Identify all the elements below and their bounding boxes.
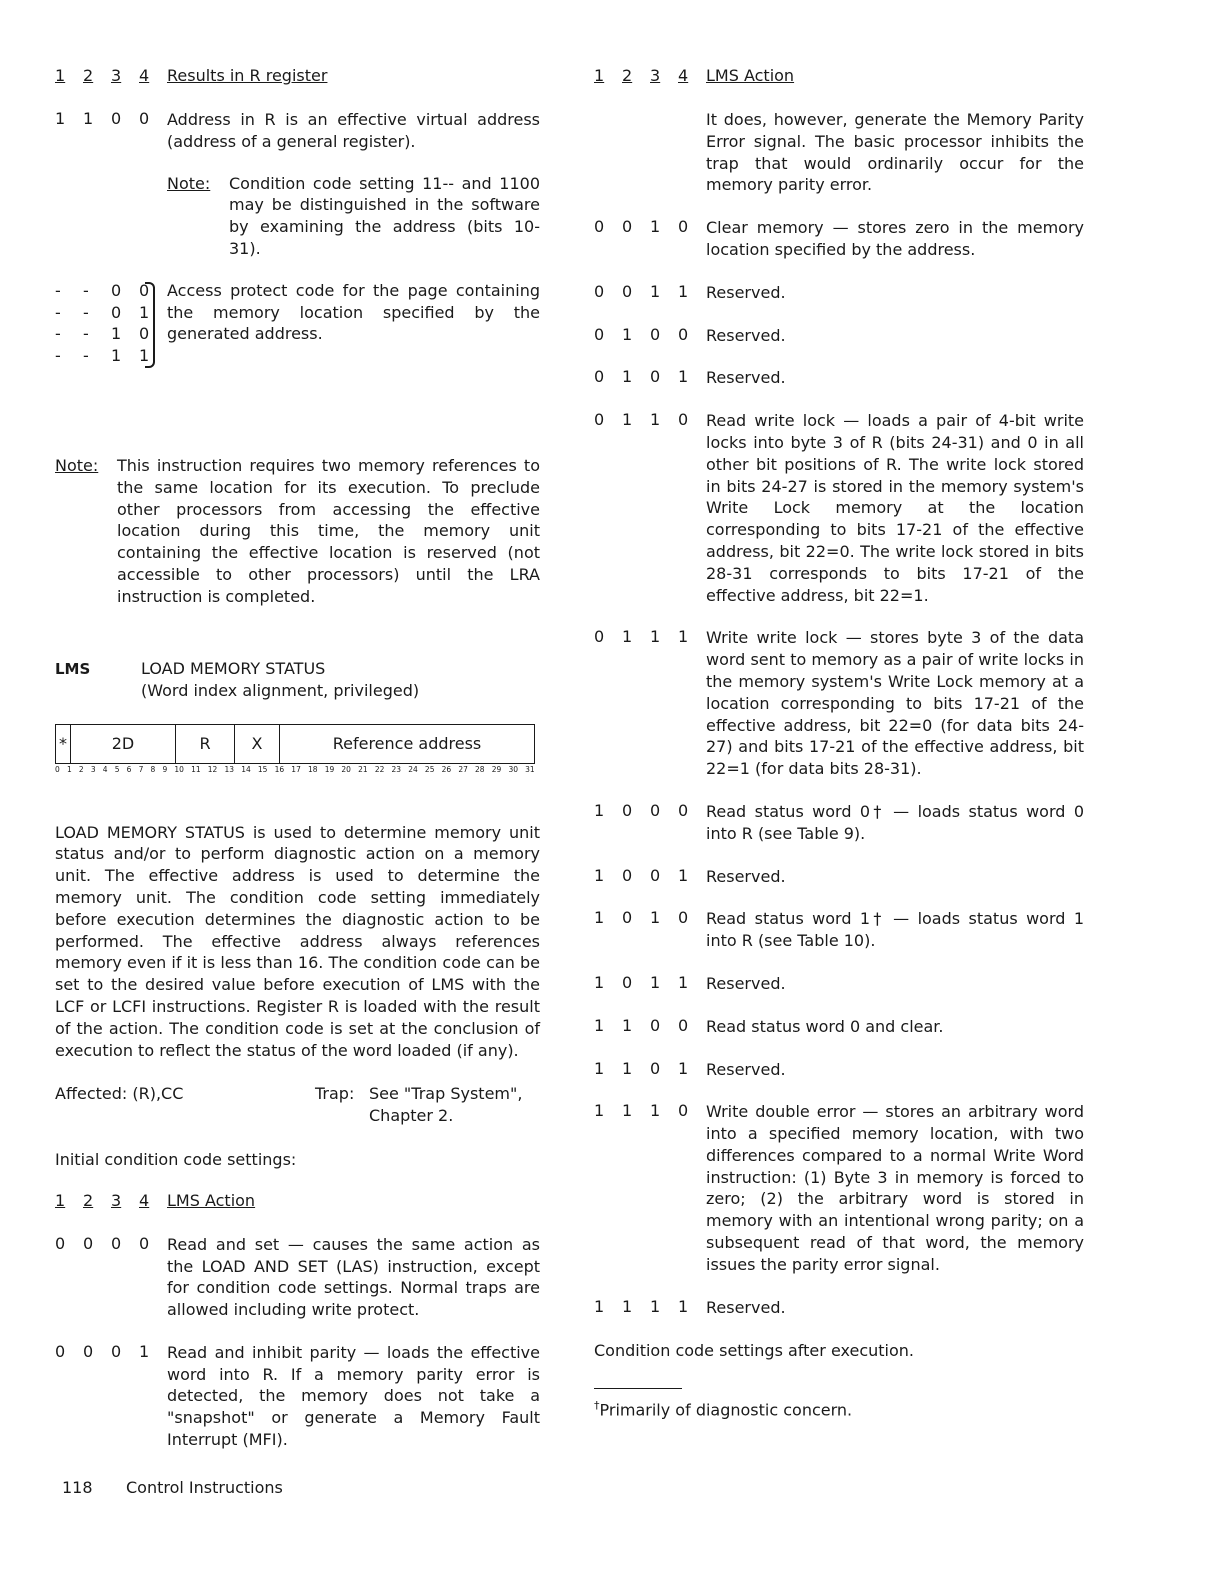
brace	[145, 282, 155, 368]
footnote: †Primarily of diagnostic concern.	[594, 1399, 853, 1420]
lms-row: 1 1 1 1 Reserved.	[594, 1296, 786, 1317]
protect-code-block	[55, 280, 540, 367]
bit-ticks: 0 1 2 3 4 5 6 7 8 9 10 11 12 13 14 15 16 17 18 19 20 21 22 23 24 25 26 27 28 29 30 31	[55, 764, 535, 774]
continuation: It does, however, generate the Memory Parity Error signal. The basic processor inhibits the trap that would ordinarily occur for the memory parity error.	[706, 110, 1084, 195]
lms-row: 1 0 0 1 Reserved.	[594, 865, 786, 886]
lms-row: 0 1 1 0 Read write lock — loads a pair of 4-bit write locks into byte 3 of R (bits 24-31) and 0 in all other bit positions of R. The write lock stored in bits 24-27 is stored in the memory system's Write Lock memory at the location corresponding to bits 17-21 of the effective address, bit 22=0. The write lock stored in bits 28-31 corresponds to bits 17-21 of the effective address, bit 22=1.	[594, 410, 1084, 605]
initial-cc-label: Initial condition code settings:	[55, 1149, 297, 1169]
lms-row: 1 1 0 1 Reserved.	[594, 1058, 786, 1079]
page-footer	[62, 1478, 283, 1497]
protect-text: Access protect code for the page containing the memory location specified by the generated address.	[167, 280, 540, 344]
lms-row: 0 0 1 0 Clear memory — stores zero in the memory location specified by the address.	[594, 217, 1084, 259]
instruction-sub: (Word index alignment, privileged)	[141, 680, 420, 700]
inline-note: Note: Condition code setting 11-- and 1100 may be distinguished in the software by examining the address (bits 10-31).	[167, 173, 540, 258]
header-bits: 1 2 3 4	[55, 66, 150, 85]
cc-after: Condition code settings after execution.	[594, 1341, 914, 1361]
lms-row: 1 0 1 1 Reserved.	[594, 972, 786, 993]
page-number: 118	[62, 1478, 93, 1497]
lms-row: 0 0 0 0 Read and set — causes the same action as the LOAD AND SET (LAS) instruction, except for condition code settings. Normal traps are allowed including write protect.	[55, 1233, 540, 1320]
header-title: Results in R register	[167, 66, 328, 85]
lms-row: 0 1 0 0 Reserved.	[594, 324, 786, 345]
instruction-format	[55, 724, 539, 778]
indirect-field: *	[56, 724, 71, 763]
opcode-field: 2D	[71, 724, 176, 763]
footnote-rule	[594, 1388, 682, 1389]
lms-action-header-left: 1 2 3 4 LMS Action	[55, 1190, 256, 1210]
lms-row: 0 0 1 1 Reserved.	[594, 281, 786, 302]
result-text: Address in R is an effective virtual address (address of a general register).	[167, 110, 540, 151]
right-rows	[594, 217, 1084, 1318]
instruction-heading	[55, 658, 540, 702]
lms-row: 0 1 1 1 Write write lock — stores byte 3 of the data word sent to memory as a pair of write locks in the memory system's Write Lock memory at a location corresponding to bits 17-21 of the effective address, bit 22=0 (for data bits 24-27) and bits 17-21 of the effective address, bit 22=1 (for data bits 28-31).	[594, 627, 1084, 779]
lms-row: 1 0 1 0 Read status word 1† — loads status word 1 into R (see Table 10).	[594, 908, 1084, 951]
right-column	[594, 66, 1084, 1420]
lms-row: 1 1 1 0 Write double error — stores an arbitrary word into a specified memory location, with two differences compared to a normal Write Word instruction: (1) Byte 3 in memory is forced to zero; (2) the arbitrary word is stored in memory with an intentional wrong parity; on a subsequent read of that word, the memory issues the parity error signal.	[594, 1101, 1084, 1274]
lms-row: 0 1 0 1 Reserved.	[594, 367, 786, 388]
section-title: Control Instructions	[126, 1478, 283, 1497]
reservation-note: Note: This instruction requires two memory references to the same location for its execution. To preclude other processors from accessing the effective location during this time, the memory unit containing the effective location is reserved (not accessible to other processors) until the LRA instruction is completed.	[55, 455, 540, 606]
instruction-name: LOAD MEMORY STATUS	[141, 658, 326, 678]
lms-row: 1 0 0 0 Read status word 0† — loads status word 0 into R (see Table 9).	[594, 800, 1084, 843]
r-field: R	[176, 724, 235, 763]
lms-description: LOAD MEMORY STATUS is used to determine memory unit status and/or to perform diagnostic action on a memory unit. The effective address is used to determine the memory unit. The condition code setting immediately before execution determines the diagnostic action to be performed. The effective address always references memory even if it is less than 16. The condition code can be set to the desired value before execution of LMS with the LCF or LCFI instructions. Register R is loaded with the result of the action. The condition code is set at the conclusion of execution to reflect the status of the word loaded (if any).	[55, 822, 540, 1060]
x-field: X	[235, 724, 280, 763]
affected-trap: Affected: (R),CC Trap: See "Trap System", Chapter 2.	[55, 1084, 523, 1126]
left-column	[55, 66, 540, 1451]
lms-action-header-right: 1 2 3 4 LMS Action	[594, 66, 795, 85]
reference-address-field: Reference address	[280, 724, 535, 763]
results-header	[55, 66, 540, 88]
mnemonic: LMS	[55, 659, 91, 678]
protect-codes: - - 0 0 - - 0 1 - - 1 0 - - 1 1	[55, 280, 167, 367]
lms-row: 0 0 0 1 Read and inhibit parity — loads the effective word into R. If a memory parity error is detected, the memory does not take a "snapshot" or generate a Memory Fault Interrupt (MFI).	[55, 1341, 540, 1450]
result-row: 1 1 0 0 Address in R is an effective virtual address (address of a general register).	[55, 109, 540, 151]
lms-row: 1 1 0 0 Read status word 0 and clear.	[594, 1015, 944, 1036]
